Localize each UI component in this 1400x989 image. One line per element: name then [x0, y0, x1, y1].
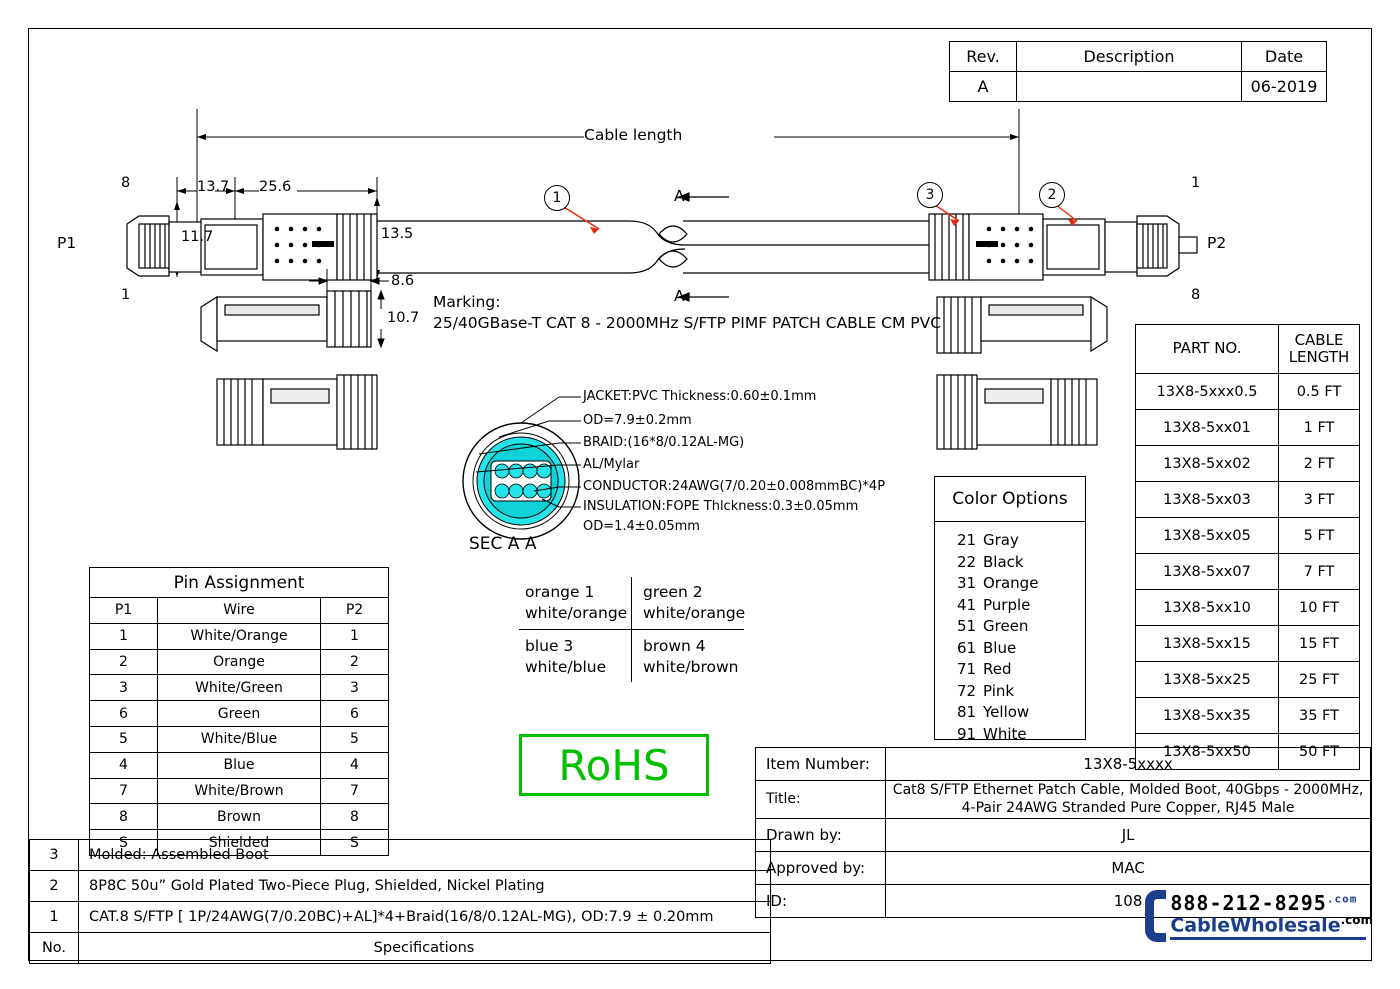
- color-code: 81: [957, 703, 977, 721]
- length-value: 3 FT: [1279, 482, 1360, 518]
- pin-p2: 2: [321, 649, 389, 675]
- table-row: [90, 726, 389, 752]
- approved-by-label: Approved by:: [756, 852, 886, 885]
- pin-wire: Shielded: [158, 830, 321, 856]
- table-row: [30, 902, 771, 933]
- dim-8-6: 8.6: [391, 273, 415, 289]
- partno-value: 13X8-5xx07: [1136, 554, 1279, 590]
- callout-od-inner: OD=1.4±0.05mm: [583, 519, 700, 534]
- table-row: [1136, 446, 1360, 482]
- balloon-2: 2: [1039, 182, 1065, 208]
- color-code: 61: [957, 638, 977, 657]
- color-code: 71: [957, 660, 977, 678]
- length-value: 35 FT: [1279, 698, 1360, 734]
- callout-od-outer: OD=7.9±0.2mm: [583, 413, 692, 428]
- pin-wire: White/Brown: [158, 778, 321, 804]
- list-item: [957, 595, 1085, 617]
- logo-phone-domain: .com: [1326, 892, 1358, 906]
- table-row: [1136, 374, 1360, 410]
- list-item: [957, 681, 1085, 703]
- length-value: 7 FT: [1279, 554, 1360, 590]
- color-name: Yellow: [983, 703, 1030, 721]
- pin-p2: 6: [321, 701, 389, 727]
- table-row: [1136, 626, 1360, 662]
- partno-value: 13X8-5xx25: [1136, 662, 1279, 698]
- table-row: [1136, 518, 1360, 554]
- pin-p1: S: [90, 830, 158, 856]
- callout-braid: BRAID:(16*8/0.12AL-MG): [583, 435, 745, 450]
- table-row: [1136, 698, 1360, 734]
- pin-wire: Green: [158, 701, 321, 727]
- title-label: Title:: [756, 781, 886, 819]
- pin-p2: 8: [321, 804, 389, 830]
- table-row: [30, 933, 771, 964]
- color-code: 91: [957, 724, 977, 743]
- color-name: Purple: [983, 595, 1031, 614]
- logo-company-name-text: CableWholesale: [1170, 914, 1341, 937]
- callout-jacket: JACKET:PVC Thickness:0.60±0.1mm: [583, 389, 817, 404]
- partno-value: 13X8-5xx02: [1136, 446, 1279, 482]
- callout-conductor: CONDUCTOR:24AWG(7/0.20±0.008mmBC)*4P: [583, 479, 886, 494]
- pin-p2: 3: [321, 675, 389, 701]
- partno-value: 13X8-5xx01: [1136, 410, 1279, 446]
- list-item: [957, 530, 1085, 552]
- table-row: [1136, 662, 1360, 698]
- pin-p2: 5: [321, 726, 389, 752]
- pin-label-top-right: 1: [1191, 175, 1201, 191]
- logo-company-suffix: .com: [1340, 912, 1373, 927]
- rev-header-rev: Rev.: [950, 42, 1017, 72]
- color-name: Black: [983, 552, 1024, 571]
- legend-brown: brown 4: [643, 637, 706, 655]
- color-name: Red: [983, 660, 1012, 678]
- legend-green: green 2: [643, 583, 703, 601]
- pin-label-bottom-left: 1: [121, 287, 131, 303]
- specifications-table: [29, 839, 771, 964]
- color-code: 72: [957, 681, 977, 700]
- logo-underline: [1170, 937, 1366, 940]
- dim-11-7: 11.7: [181, 229, 214, 245]
- pin-p1: 6: [90, 701, 158, 727]
- color-name: Green: [983, 617, 1029, 635]
- length-value: 25 FT: [1279, 662, 1360, 698]
- list-item: [957, 616, 1085, 638]
- partno-header: PART NO.: [1136, 325, 1279, 374]
- drawn-by-label: Drawn by:: [756, 819, 886, 852]
- color-code: 22: [957, 552, 977, 571]
- spec-text: 8P8C 50u” Gold Plated Two-Piece Plug, Shielded, Nickel Plating: [79, 871, 771, 902]
- color-code: 41: [957, 595, 977, 614]
- legend-orange: orange 1: [525, 583, 595, 601]
- p2-label: P2: [1207, 234, 1227, 252]
- legend-blue: blue 3: [525, 637, 574, 655]
- spec-title-header: Specifications: [79, 933, 771, 964]
- pin-p2: 4: [321, 752, 389, 778]
- table-row: [90, 701, 389, 727]
- length-value: 5 FT: [1279, 518, 1360, 554]
- partno-value: 13X8-5xx10: [1136, 590, 1279, 626]
- table-row: [1136, 590, 1360, 626]
- color-name: Gray: [983, 531, 1019, 549]
- table-row: [1136, 554, 1360, 590]
- rev-date: 06-2019: [1242, 72, 1327, 102]
- color-code: 21: [957, 531, 977, 549]
- logo-phone: [1170, 891, 1373, 915]
- logo-phone-number: 888-212-8295: [1170, 890, 1327, 915]
- color-options-box: [934, 476, 1086, 743]
- table-row: [756, 819, 1371, 852]
- table-row: [90, 568, 389, 598]
- table-row: [90, 804, 389, 830]
- spec-text: Molded: Assembled Boot: [79, 840, 771, 871]
- length-value: 50 FT: [1279, 734, 1360, 770]
- cable-length-label: Cable length: [584, 126, 683, 144]
- legend-white-orange: white/orange: [525, 604, 628, 622]
- table-row: [90, 623, 389, 649]
- logo-c-icon: [1145, 890, 1166, 942]
- length-value: 15 FT: [1279, 626, 1360, 662]
- item-number-value: 13X8-5xxxx: [886, 748, 1371, 781]
- color-name: Pink: [983, 681, 1015, 700]
- partno-value: 13X8-5xx15: [1136, 626, 1279, 662]
- pin-p1: 8: [90, 804, 158, 830]
- partno-value: 13X8-5xx50: [1136, 734, 1279, 770]
- partno-value: 13X8-5xx05: [1136, 518, 1279, 554]
- color-options-title: Color Options: [935, 477, 1085, 522]
- pin-header-p1: P1: [90, 598, 158, 624]
- pin-p2: 7: [321, 778, 389, 804]
- drawing-sheet: [28, 28, 1372, 961]
- table-row: [1136, 482, 1360, 518]
- color-name: White: [983, 724, 1027, 743]
- dim-25-6: 25.6: [259, 179, 292, 195]
- rev-header-date: Date: [1242, 42, 1327, 72]
- color-code: 31: [957, 574, 977, 592]
- balloon-3: 3: [917, 182, 943, 208]
- color-name: Orange: [983, 574, 1039, 592]
- list-item: [957, 659, 1085, 681]
- partno-value: 13X8-5xx35: [1136, 698, 1279, 734]
- item-number-label: Item Number:: [756, 748, 886, 781]
- table-row: [30, 840, 771, 871]
- length-value: 2 FT: [1279, 446, 1360, 482]
- cable-length-header: CABLE LENGTH: [1279, 325, 1360, 374]
- pin-wire: White/Green: [158, 675, 321, 701]
- length-value: 0.5 FT: [1279, 374, 1360, 410]
- table-row: [90, 752, 389, 778]
- rev-header-description: Description: [1017, 42, 1242, 72]
- color-code: 51: [957, 617, 977, 635]
- partno-value: 13X8-5xx03: [1136, 482, 1279, 518]
- table-row: [90, 675, 389, 701]
- table-row: [90, 598, 389, 624]
- pair-legend: [519, 577, 744, 682]
- marking-title: Marking:: [433, 293, 501, 311]
- pin-p1: 3: [90, 675, 158, 701]
- p1-label: P1: [57, 234, 77, 252]
- rev-value: A: [950, 72, 1017, 102]
- pin-label-top-left: 8: [121, 175, 131, 191]
- table-row: [90, 778, 389, 804]
- spec-text: CAT.8 S/FTP [ 1P/24AWG(7/0.20BC)+AL]*4+Braid(16/8/0.12AL-MG), OD:7.9 ± 0.20mm: [79, 902, 771, 933]
- list-item: [957, 638, 1085, 660]
- table-row: [756, 748, 1371, 781]
- dim-13-7: 13.7: [197, 179, 230, 195]
- pin-assignment-table: [89, 567, 389, 856]
- table-row: [756, 781, 1371, 819]
- logo-company-name: [1170, 913, 1373, 936]
- pin-p1: 7: [90, 778, 158, 804]
- pin-wire: Brown: [158, 804, 321, 830]
- balloon-1: 1: [544, 185, 570, 211]
- pin-header-p2: P2: [321, 598, 389, 624]
- legend-white-brown: white/brown: [643, 658, 739, 676]
- pin-wire: Orange: [158, 649, 321, 675]
- partno-value: 13X8-5xxx0.5: [1136, 374, 1279, 410]
- spec-no: 3: [30, 840, 79, 871]
- color-options-list: [935, 522, 1085, 745]
- approved-by-value: MAC: [886, 852, 1371, 885]
- spec-no: 2: [30, 871, 79, 902]
- table-row: [90, 649, 389, 675]
- title-value: Cat8 S/FTP Ethernet Patch Cable, Molded Boot, 40Gbps - 2000MHz, 4-Pair 24AWG Stranded Pure Copper, RJ45 Male: [886, 781, 1371, 819]
- pin-wire: White/Blue: [158, 726, 321, 752]
- section-letter-top: A: [674, 187, 685, 205]
- pin-p2: S: [321, 830, 389, 856]
- drawn-by-value: JL: [886, 819, 1371, 852]
- spec-no-header: No.: [30, 933, 79, 964]
- dim-10-7: 10.7: [387, 310, 420, 326]
- color-name: Blue: [983, 638, 1017, 657]
- table-row: [1136, 325, 1360, 374]
- marking-text: 25/40GBase-T CAT 8 - 2000MHz S/FTP PIMF PATCH CABLE CM PVC: [433, 314, 942, 332]
- pin-p1: 5: [90, 726, 158, 752]
- table-row: [30, 871, 771, 902]
- pin-p1: 1: [90, 623, 158, 649]
- id-label: ID:: [756, 885, 886, 918]
- section-letter-bottom: A: [674, 287, 685, 305]
- part-number-table: [1135, 324, 1360, 770]
- rohs-badge: [519, 734, 709, 796]
- pin-header-wire: Wire: [158, 598, 321, 624]
- length-value: 10 FT: [1279, 590, 1360, 626]
- list-item: [957, 702, 1085, 724]
- table-row: [1136, 410, 1360, 446]
- callout-al-mylar: AL/Mylar: [583, 457, 640, 472]
- pin-p2: 1: [321, 623, 389, 649]
- legend-white-green: white/orange: [643, 604, 746, 622]
- list-item: [957, 573, 1085, 595]
- pin-p1: 2: [90, 649, 158, 675]
- pin-wire: White/Orange: [158, 623, 321, 649]
- length-value: 1 FT: [1279, 410, 1360, 446]
- callout-insulation: INSULATION:FOPE Thlckness:0.3±0.05mm: [583, 499, 859, 514]
- spec-no: 1: [30, 902, 79, 933]
- pin-label-bottom-right: 8: [1191, 287, 1201, 303]
- dim-13-5: 13.5: [381, 226, 414, 242]
- list-item: [957, 552, 1085, 574]
- logo-text: [1170, 891, 1373, 940]
- pin-assignment-title: Pin Assignment: [90, 568, 389, 598]
- list-item: [957, 724, 1085, 746]
- legend-white-blue: white/blue: [525, 658, 607, 676]
- rohs-label: RoHS: [558, 740, 670, 790]
- legend-divider-h: [519, 629, 744, 630]
- pin-p1: 4: [90, 752, 158, 778]
- pin-wire: Blue: [158, 752, 321, 778]
- id-value: 108: [886, 885, 1371, 918]
- section-caption: SEC A A: [469, 534, 537, 554]
- company-logo: [1135, 869, 1373, 962]
